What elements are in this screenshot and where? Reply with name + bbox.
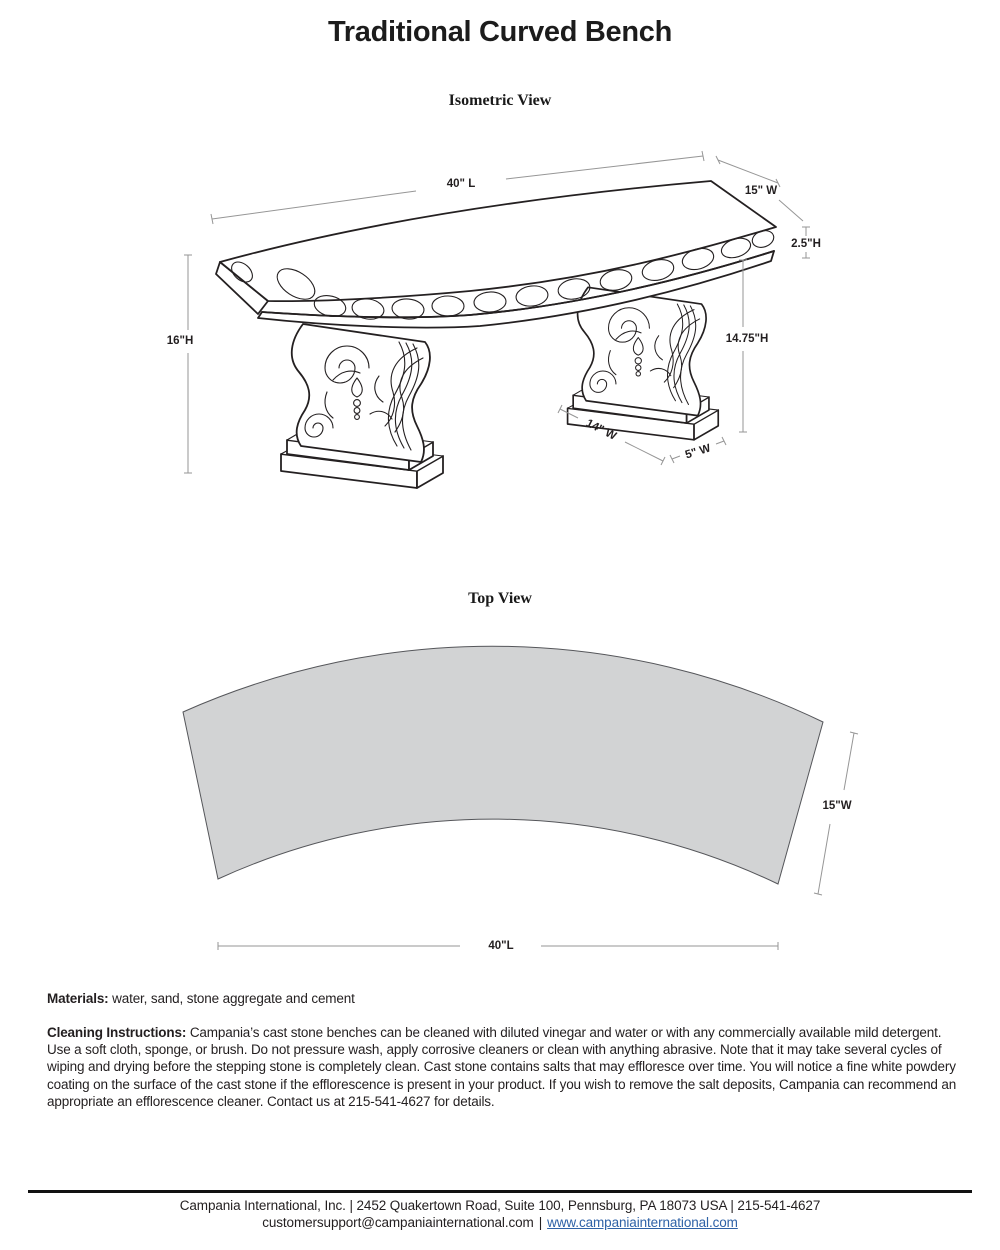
- footer-website-link[interactable]: www.campaniainternational.com: [547, 1215, 738, 1230]
- top-view-drawing: [0, 560, 1000, 980]
- dim-label-length: 40" L: [446, 178, 476, 190]
- dim-label-seat-thickness: 2.5"H: [791, 238, 821, 250]
- isometric-view-heading: Isometric View: [448, 92, 552, 109]
- footer-divider: [28, 1190, 972, 1193]
- materials-line: [47, 990, 959, 1007]
- dim-label-leg-height: 14.75"H: [725, 333, 769, 345]
- dim-label-topview-length: 40"L: [488, 940, 514, 952]
- dim-label-topview-width: 15"W: [822, 800, 852, 812]
- footer-contact-line: [0, 1215, 1000, 1230]
- cleaning-text: Campania’s cast stone benches can be cleaned with diluted vinegar and water or with any commercially available mild detergent. Use a soft cloth, sponge, or brush. Do not pressure wash, apply corrosive cleaners or clean with anything abrasive. Note that it may take several cycles of wiping and drying before the stepping stone is completely clean. Cast stone contains salts that may effloresce over time. You will notice a fine white powdery coating on the surface of the cast stone if the efflorescence is present in your product. If you wish to remove the salt deposits, Campania can recommend an appropriate an efflorescence cleaner. Contact us at 215-541-4627 for details.: [47, 1025, 957, 1109]
- materials-text: water, sand, stone aggregate and cement: [112, 991, 355, 1006]
- dim-label-base-length: 14" W: [583, 417, 619, 443]
- cleaning-instructions: [47, 1024, 959, 1110]
- footer-separator: |: [538, 1215, 543, 1230]
- bench-left-leg: [281, 324, 443, 488]
- page-title: Traditional Curved Bench: [327, 16, 673, 48]
- dim-label-total-height: 16"H: [166, 335, 194, 347]
- seat-top-outline: [183, 646, 823, 884]
- cleaning-label: Cleaning Instructions:: [47, 1025, 187, 1040]
- dim-label-base-width: 5" W: [683, 442, 713, 462]
- isometric-drawing: [0, 0, 1000, 560]
- materials-label: Materials:: [47, 991, 109, 1006]
- dim-label-width: 15" W: [744, 185, 778, 197]
- footer-email: customersupport@campaniainternational.com: [262, 1215, 534, 1230]
- top-view-heading: Top View: [468, 590, 532, 607]
- footer-company-line: Campania International, Inc. | 2452 Quakertown Road, Suite 100, Pennsburg, PA 18073 USA | 215-541-4627: [179, 1198, 821, 1213]
